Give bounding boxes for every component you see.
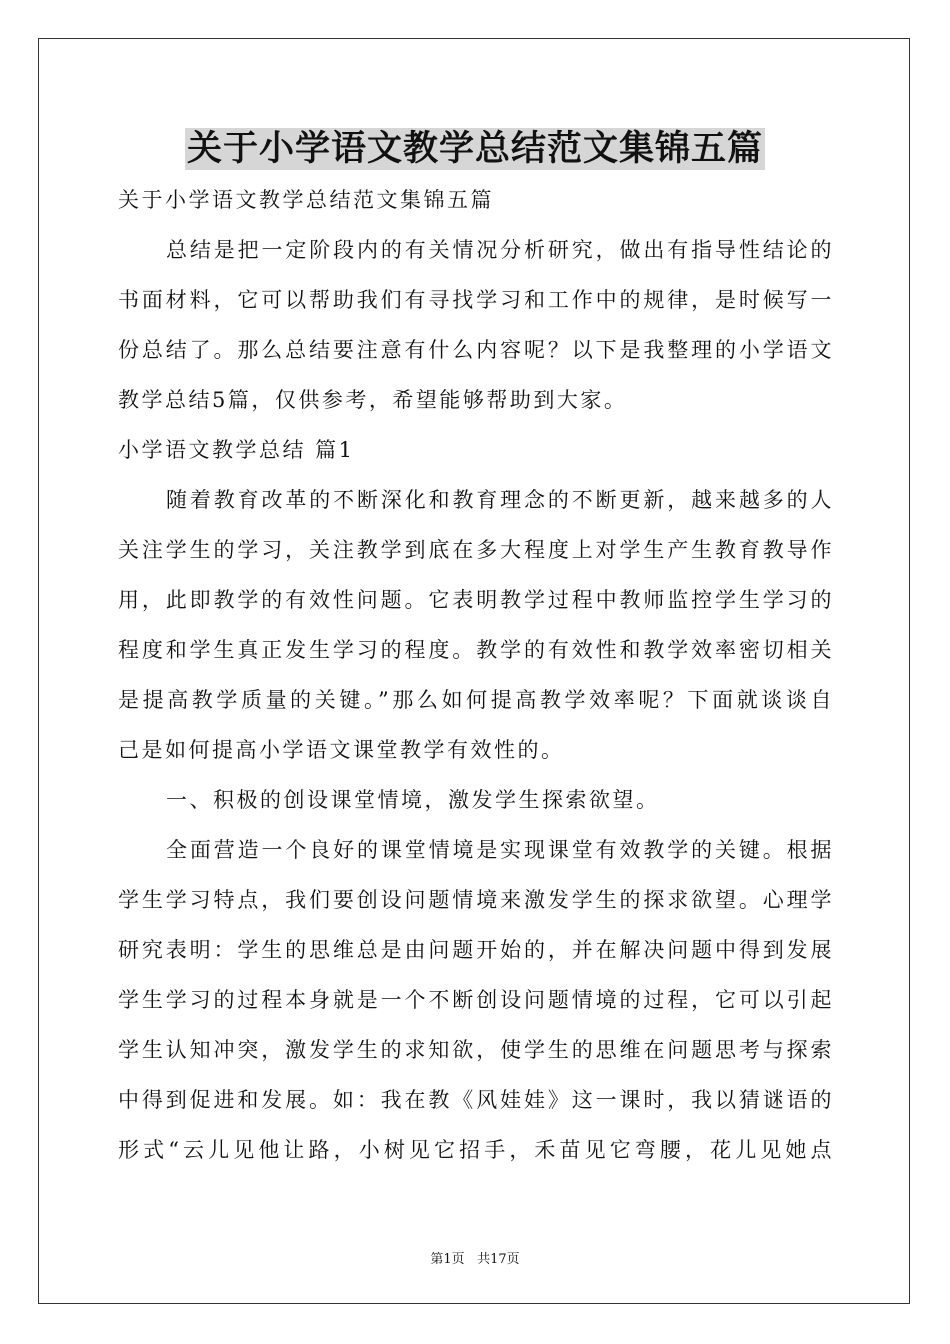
paragraph-line: 教学总结5篇，仅供参考，希望能够帮助到大家。 [118,388,628,412]
paragraph-line: 形式“云儿见他让路，小树见它招手，禾苗见它弯腰，花儿见她点 [118,1138,834,1162]
paragraph-line: 份总结了。那么总结要注意有什么内容呢？以下是我整理的小学语文 [118,338,834,362]
paragraph-line: 学生学习的过程本身就是一个不断创设问题情境的过程，它可以引起 [118,988,834,1012]
paragraph-line: 用，此即教学的有效性问题。它表明教学过程中教师监控学生学习的 [118,588,834,612]
paragraph-line: 书面材料，它可以帮助我们有寻找学习和工作中的规律，是时候写一 [118,288,834,312]
paragraph-line: 研究表明：学生的思维总是由问题开始的，并在解决问题中得到发展 [118,938,834,962]
subtitle-line: 关于小学语文教学总结范文集锦五篇 [118,188,494,212]
page-total: 共17页 [477,1252,520,1267]
paragraph-line: 己是如何提高小学语文课堂教学有效性的。 [118,738,565,762]
paragraph-line: 学生学习特点，我们要创设问题情境来激发学生的探求欲望。心理学 [118,888,834,912]
paragraph-line: 程度和学生真正发生学习的程度。教学的有效性和教学效率密切相关 [118,638,834,662]
page-number: 第1页 [430,1252,465,1267]
section-heading: 小学语文教学总结 篇1 [118,438,355,462]
paragraph-line: 随着教育改革的不断深化和教育理念的不断更新，越来越多的人 [166,488,834,512]
document-title: 关于小学语文教学总结范文集锦五篇 [186,128,763,169]
document-body [118,178,834,1178]
paragraph-line: 总结是把一定阶段内的有关情况分析研究，做出有指导性结论的 [166,238,834,262]
paragraph-line: 中得到促进和发展。如：我在教《风娃娃》这一课时，我以猜谜语的 [118,1088,834,1112]
subsection-heading: 一、积极的创设课堂情境，激发学生探索欲望。 [166,788,660,812]
page-footer [0,1248,950,1267]
paragraph-line: 学生认知冲突，激发学生的求知欲，使学生的思维在问题思考与探索 [118,1038,834,1062]
paragraph-line: 是提高教学质量的关键。”那么如何提高教学效率呢？下面就谈谈自 [118,688,834,712]
title-container [0,128,950,170]
paragraph-line: 关注学生的学习，关注教学到底在多大程度上对学生产生教育教导作 [118,538,834,562]
paragraph-line: 全面营造一个良好的课堂情境是实现课堂有效教学的关键。根据 [166,838,834,862]
